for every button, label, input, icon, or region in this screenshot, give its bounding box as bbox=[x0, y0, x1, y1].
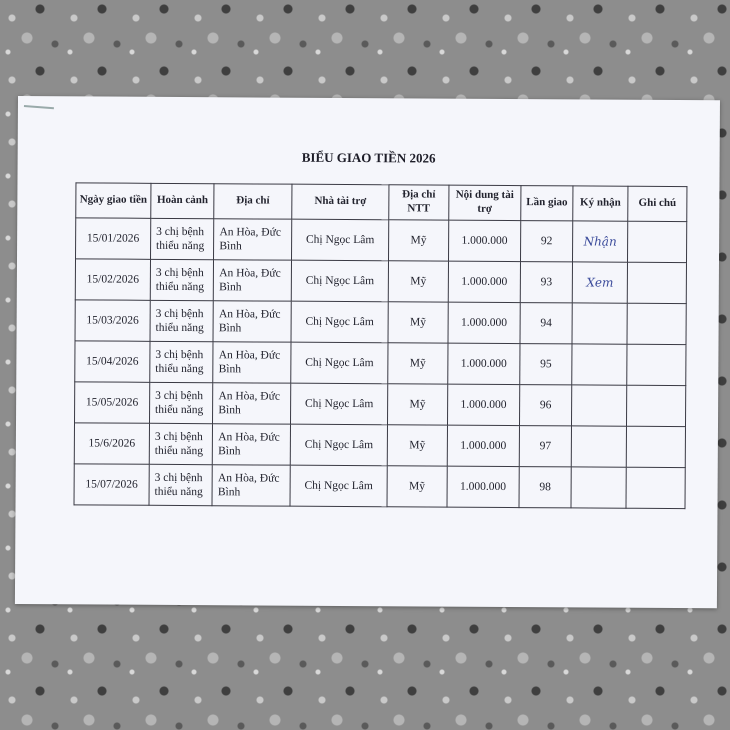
cell-count: 97 bbox=[519, 426, 571, 467]
cell-sponsor-address: Mỹ bbox=[387, 425, 447, 466]
cell-note bbox=[628, 221, 687, 262]
header-signature: Ký nhận bbox=[573, 186, 628, 221]
cell-address: An Hòa, Đức Bình bbox=[213, 301, 291, 342]
header-sponsor-address: Địa chỉ NTT bbox=[389, 185, 449, 220]
cell-situation: 3 chị bệnh thiểu năng bbox=[150, 341, 214, 382]
cell-amount: 1.000.000 bbox=[448, 302, 521, 343]
cell-date: 15/6/2026 bbox=[74, 423, 149, 464]
cell-count: 98 bbox=[519, 467, 571, 508]
cell-amount: 1.000.000 bbox=[448, 261, 521, 302]
cell-date: 15/02/2026 bbox=[75, 259, 150, 300]
cell-sponsor-address: Mỹ bbox=[388, 261, 448, 302]
cell-note bbox=[627, 262, 686, 303]
cell-amount: 1.000.000 bbox=[447, 384, 520, 425]
header-situation: Hoàn cảnh bbox=[151, 183, 215, 218]
header-amount: Nội dung tài trợ bbox=[448, 185, 521, 220]
table-row bbox=[74, 464, 685, 509]
cell-amount: 1.000.000 bbox=[447, 343, 520, 384]
cell-signature: Nhận bbox=[572, 221, 627, 262]
cell-note bbox=[627, 385, 686, 426]
cell-sponsor: Chị Ngọc Lâm bbox=[290, 465, 388, 507]
cell-signature bbox=[571, 467, 626, 508]
cell-count: 92 bbox=[521, 221, 573, 262]
cell-signature bbox=[572, 344, 627, 385]
cell-sponsor-address: Mỹ bbox=[387, 466, 447, 507]
table-header-row bbox=[76, 183, 687, 222]
cell-address: An Hòa, Đức Bình bbox=[212, 465, 290, 506]
cell-date: 15/04/2026 bbox=[75, 341, 150, 382]
payment-table bbox=[74, 182, 688, 509]
cell-date: 15/03/2026 bbox=[75, 300, 150, 341]
table-row bbox=[75, 341, 686, 386]
table-row bbox=[76, 218, 687, 263]
cell-note bbox=[626, 426, 685, 467]
cell-date: 15/01/2026 bbox=[76, 218, 151, 259]
cell-sponsor: Chị Ngọc Lâm bbox=[291, 301, 389, 343]
cell-situation: 3 chị bệnh thiểu năng bbox=[149, 382, 213, 423]
cell-sponsor-address: Mỹ bbox=[388, 343, 448, 384]
cell-signature bbox=[571, 385, 626, 426]
cell-sponsor: Chị Ngọc Lâm bbox=[291, 260, 389, 302]
cell-situation: 3 chị bệnh thiểu năng bbox=[149, 423, 213, 464]
cell-sponsor: Chị Ngọc Lâm bbox=[291, 342, 389, 384]
cell-signature bbox=[571, 426, 626, 467]
cell-note bbox=[627, 303, 686, 344]
cell-sponsor-address: Mỹ bbox=[389, 220, 449, 261]
header-count: Lần giao bbox=[521, 186, 573, 221]
cell-count: 93 bbox=[520, 262, 572, 303]
cell-sponsor-address: Mỹ bbox=[388, 302, 448, 343]
cell-note bbox=[626, 467, 685, 508]
cell-address: An Hòa, Đức Bình bbox=[213, 342, 291, 383]
document-title: BIỂU GIAO TIỀN 2026 bbox=[301, 149, 436, 166]
cell-sponsor: Chị Ngọc Lâm bbox=[291, 219, 389, 261]
cell-amount: 1.000.000 bbox=[447, 425, 520, 466]
header-address: Địa chỉ bbox=[214, 184, 292, 219]
table-body bbox=[74, 218, 687, 509]
cell-count: 94 bbox=[520, 303, 572, 344]
cell-situation: 3 chị bệnh thiểu năng bbox=[150, 218, 214, 259]
cell-situation: 3 chị bệnh thiểu năng bbox=[149, 464, 213, 505]
cell-address: An Hòa, Đức Bình bbox=[214, 260, 292, 301]
cell-signature: Xem bbox=[572, 262, 627, 303]
staple-mark bbox=[24, 105, 54, 109]
cell-sponsor: Chị Ngọc Lâm bbox=[290, 383, 388, 425]
cell-situation: 3 chị bệnh thiểu năng bbox=[150, 300, 214, 341]
cell-situation: 3 chị bệnh thiểu năng bbox=[150, 259, 214, 300]
cell-date: 15/07/2026 bbox=[74, 464, 149, 505]
header-date: Ngày giao tiền bbox=[76, 183, 151, 218]
cell-sponsor-address: Mỹ bbox=[388, 384, 448, 425]
cell-count: 96 bbox=[520, 385, 572, 426]
cell-amount: 1.000.000 bbox=[448, 220, 521, 261]
header-note: Ghi chú bbox=[628, 186, 687, 221]
cell-amount: 1.000.000 bbox=[447, 466, 520, 507]
header-sponsor: Nhà tài trợ bbox=[292, 184, 390, 220]
cell-address: An Hòa, Đức Bình bbox=[213, 383, 291, 424]
table-row bbox=[75, 259, 686, 304]
cell-sponsor: Chị Ngọc Lâm bbox=[290, 424, 388, 466]
table-row bbox=[74, 423, 685, 468]
table-row bbox=[75, 300, 686, 345]
cell-count: 95 bbox=[520, 344, 572, 385]
table-row bbox=[75, 382, 686, 427]
cell-note bbox=[627, 344, 686, 385]
cell-date: 15/05/2026 bbox=[75, 382, 150, 423]
cell-address: An Hòa, Đức Bình bbox=[214, 219, 292, 260]
cell-address: An Hòa, Đức Bình bbox=[213, 424, 291, 465]
paper-sheet bbox=[15, 96, 720, 608]
cell-signature bbox=[572, 303, 627, 344]
